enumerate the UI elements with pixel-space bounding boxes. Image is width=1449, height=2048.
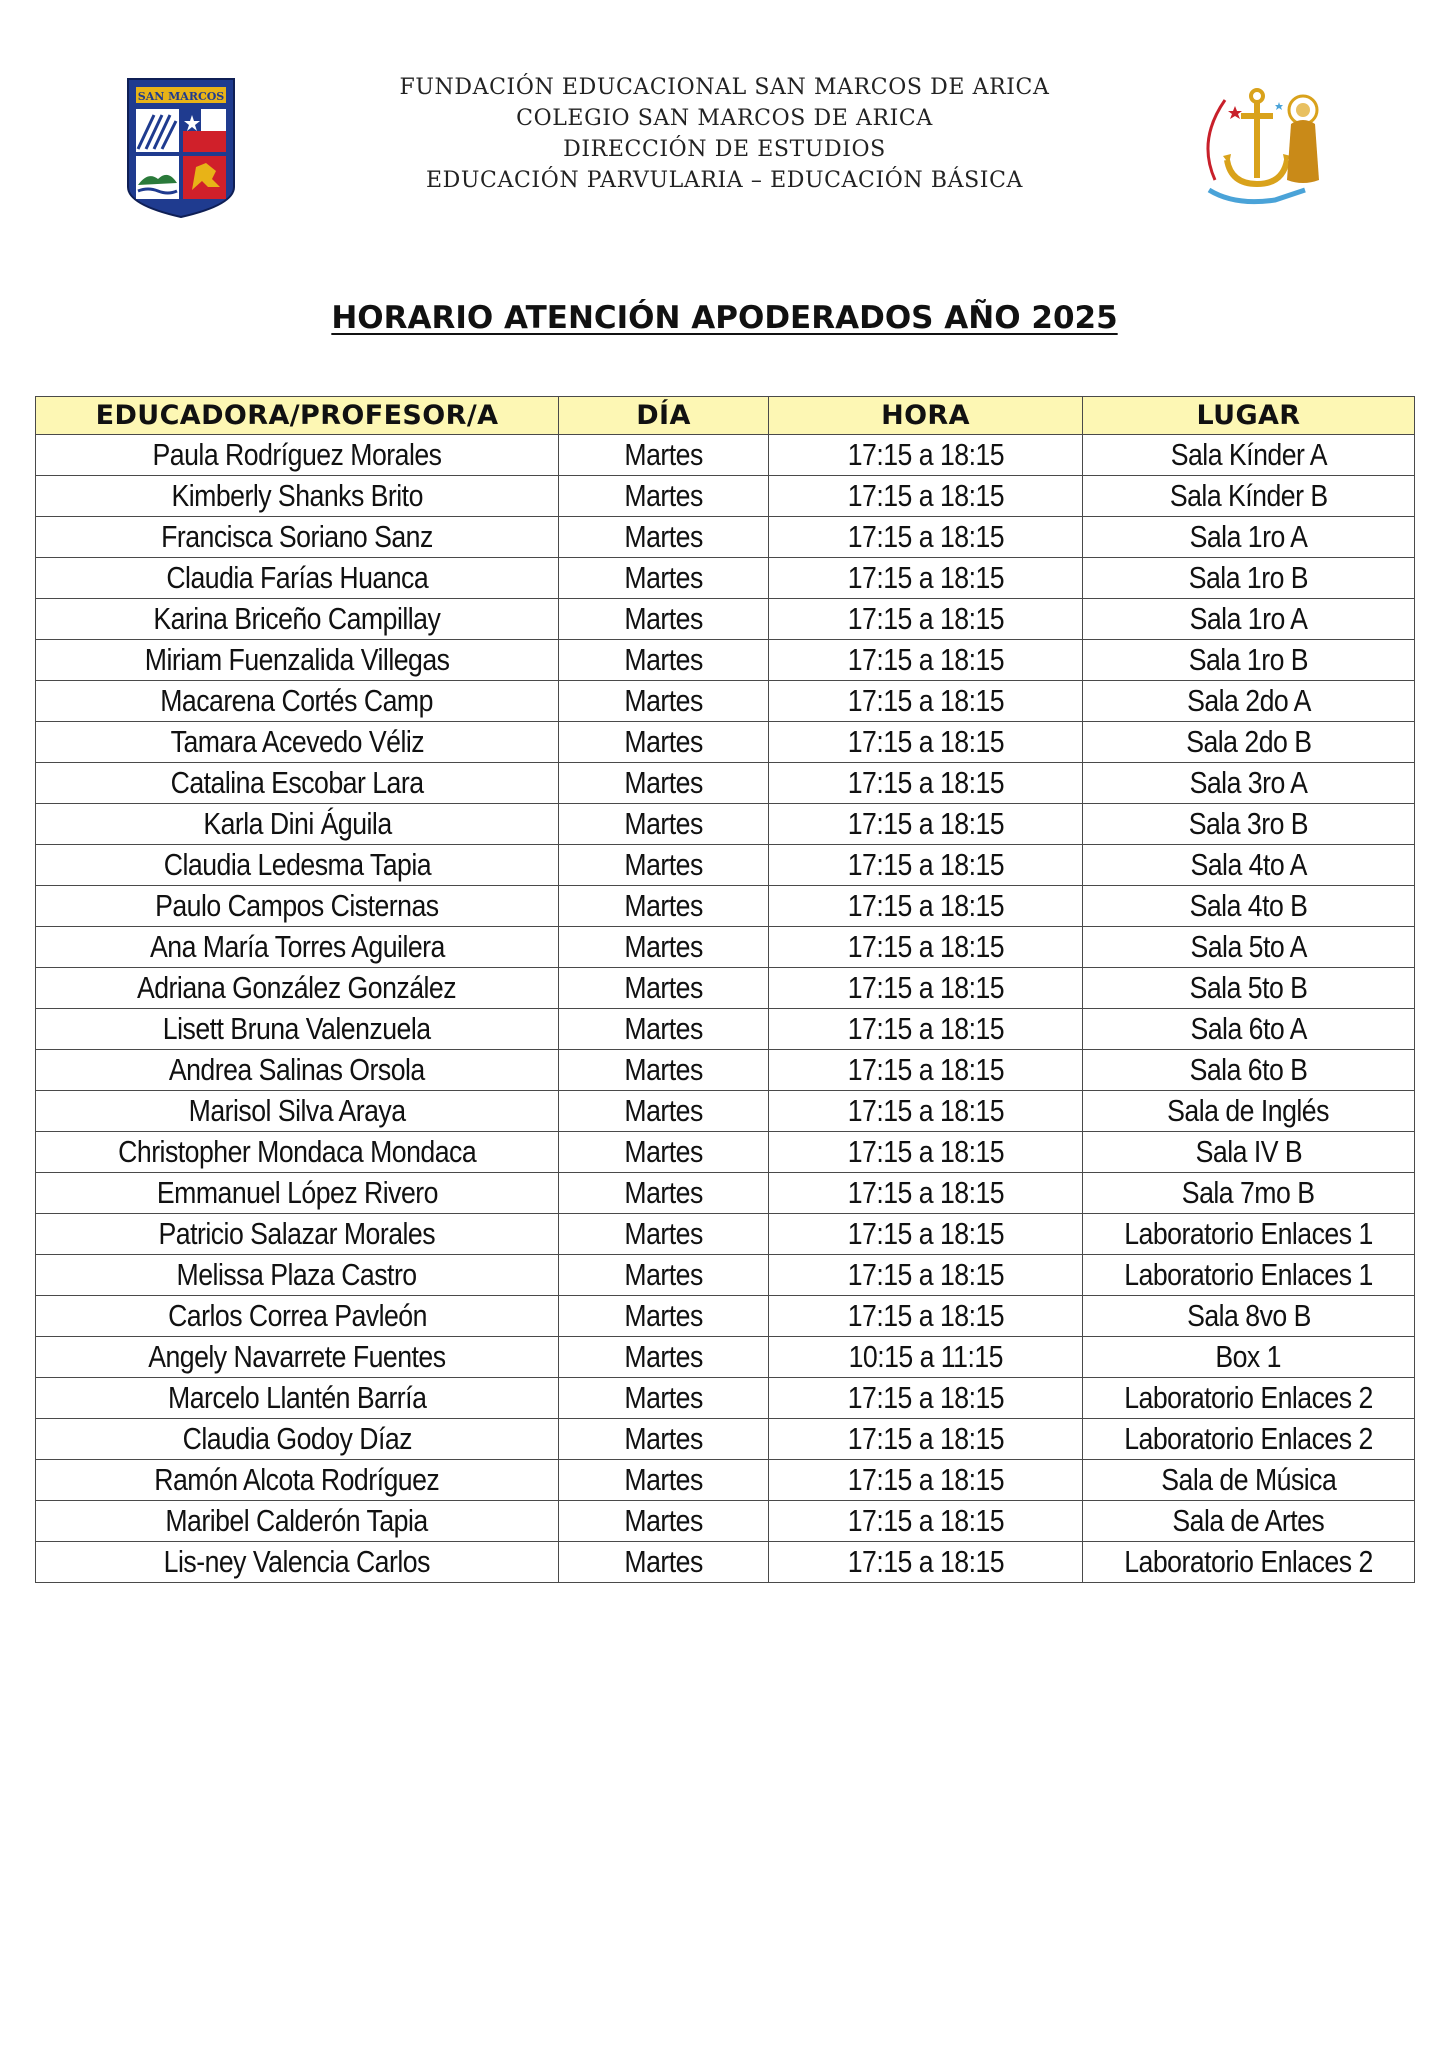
- table-row: [36, 1173, 1415, 1214]
- day-cell: [559, 476, 769, 517]
- time-cell-text: 17:15 a 18:15: [847, 765, 1004, 800]
- time-cell: [769, 681, 1083, 722]
- place-cell-text: Sala 1ro B: [1188, 642, 1309, 677]
- place-cell-text: Laboratorio Enlaces 1: [1124, 1216, 1373, 1251]
- day-cell: [559, 1214, 769, 1255]
- place-cell: [1083, 968, 1415, 1009]
- schedule-table: [35, 396, 1415, 1583]
- place-cell-text: Sala 3ro B: [1188, 806, 1309, 841]
- day-cell: [559, 804, 769, 845]
- time-cell-text: 17:15 a 18:15: [847, 970, 1004, 1005]
- table-row: [36, 1132, 1415, 1173]
- place-cell-text: Sala 4to A: [1190, 847, 1307, 882]
- day-cell: [559, 1009, 769, 1050]
- teacher-cell: [36, 558, 559, 599]
- header-teacher: EDUCADORA/PROFESOR/A: [36, 397, 559, 435]
- teacher-cell: [36, 1255, 559, 1296]
- time-cell: [769, 886, 1083, 927]
- time-cell: [769, 968, 1083, 1009]
- table-body: [36, 435, 1415, 1583]
- teacher-cell-text: Ramón Alcota Rodríguez: [154, 1462, 440, 1497]
- place-cell: [1083, 599, 1415, 640]
- place-cell-text: Sala 1ro B: [1188, 560, 1309, 595]
- place-cell-text: Sala 3ro A: [1189, 765, 1308, 800]
- time-cell: [769, 1214, 1083, 1255]
- day-cell: [559, 1378, 769, 1419]
- teacher-cell: [36, 1132, 559, 1173]
- teacher-cell: [36, 517, 559, 558]
- time-cell-text: 17:15 a 18:15: [847, 1134, 1004, 1169]
- day-cell: [559, 845, 769, 886]
- day-cell: [559, 1542, 769, 1583]
- place-cell: [1083, 1501, 1415, 1542]
- teacher-cell-text: Miriam Fuenzalida Villegas: [144, 642, 450, 677]
- place-cell-text: Laboratorio Enlaces 2: [1124, 1421, 1373, 1456]
- day-cell-text: Martes: [624, 1503, 703, 1538]
- day-cell: [559, 1091, 769, 1132]
- table-row: [36, 1050, 1415, 1091]
- time-cell: [769, 517, 1083, 558]
- time-cell-text: 17:15 a 18:15: [847, 1093, 1004, 1128]
- time-cell: [769, 599, 1083, 640]
- time-cell: [769, 476, 1083, 517]
- day-cell-text: Martes: [624, 929, 703, 964]
- day-cell: [559, 1419, 769, 1460]
- table-row: [36, 1214, 1415, 1255]
- place-cell: [1083, 476, 1415, 517]
- table-row: [36, 1091, 1415, 1132]
- day-cell-text: Martes: [624, 724, 703, 759]
- time-cell-text: 17:15 a 18:15: [847, 1544, 1004, 1579]
- day-cell: [559, 1255, 769, 1296]
- place-cell: [1083, 763, 1415, 804]
- teacher-cell-text: Macarena Cortés Camp: [160, 683, 434, 718]
- place-cell-text: Sala 6to B: [1189, 1052, 1308, 1087]
- place-cell: [1083, 1337, 1415, 1378]
- time-cell: [769, 845, 1083, 886]
- header-time: HORA: [769, 397, 1083, 435]
- teacher-cell: [36, 968, 559, 1009]
- teacher-cell-text: Claudia Farías Huanca: [166, 560, 428, 595]
- teacher-cell-text: Francisca Soriano Sanz: [161, 519, 433, 554]
- place-cell-text: Sala 1ro A: [1189, 601, 1308, 636]
- time-cell: [769, 558, 1083, 599]
- table-row: [36, 845, 1415, 886]
- day-cell-text: Martes: [624, 601, 703, 636]
- day-cell-text: Martes: [624, 437, 703, 472]
- header-levels: EDUCACIÓN PARVULARIA – EDUCACIÓN BÁSICA: [426, 168, 1023, 193]
- table-row: [36, 1009, 1415, 1050]
- place-cell: [1083, 1542, 1415, 1583]
- place-cell-text: Sala de Música: [1160, 1462, 1337, 1497]
- teacher-cell: [36, 886, 559, 927]
- day-cell-text: Martes: [624, 683, 703, 718]
- teacher-cell-text: Carlos Correa Pavleón: [167, 1298, 427, 1333]
- time-cell-text: 17:15 a 18:15: [847, 1380, 1004, 1415]
- teacher-cell: [36, 1296, 559, 1337]
- place-cell-text: Sala de Artes: [1172, 1503, 1325, 1538]
- time-cell-text: 17:15 a 18:15: [847, 806, 1004, 841]
- table-row: [36, 640, 1415, 681]
- day-cell-text: Martes: [624, 806, 703, 841]
- table-row: [36, 1337, 1415, 1378]
- day-cell-text: Martes: [624, 1544, 703, 1579]
- place-cell: [1083, 681, 1415, 722]
- teacher-cell-text: Paulo Campos Cisternas: [155, 888, 439, 923]
- place-cell: [1083, 1296, 1415, 1337]
- table-row: [36, 763, 1415, 804]
- place-cell-text: Sala 8vo B: [1186, 1298, 1311, 1333]
- place-cell-text: Sala Kínder A: [1170, 437, 1327, 472]
- time-cell-text: 17:15 a 18:15: [847, 724, 1004, 759]
- day-cell-text: Martes: [624, 970, 703, 1005]
- day-cell-text: Martes: [624, 519, 703, 554]
- teacher-cell: [36, 1542, 559, 1583]
- time-cell-text: 17:15 a 18:15: [847, 1052, 1004, 1087]
- teacher-cell-text: Lis-ney Valencia Carlos: [163, 1544, 431, 1579]
- table-row: [36, 1460, 1415, 1501]
- teacher-cell: [36, 1378, 559, 1419]
- teacher-cell: [36, 435, 559, 476]
- time-cell: [769, 1378, 1083, 1419]
- teacher-cell: [36, 1419, 559, 1460]
- day-cell-text: Martes: [624, 1134, 703, 1169]
- teacher-cell-text: Claudia Godoy Díaz: [182, 1421, 412, 1456]
- place-cell: [1083, 1378, 1415, 1419]
- place-cell: [1083, 1009, 1415, 1050]
- table-row: [36, 599, 1415, 640]
- teacher-cell-text: Karina Briceño Campillay: [153, 601, 441, 636]
- table-row: [36, 476, 1415, 517]
- time-cell-text: 17:15 a 18:15: [847, 1175, 1004, 1210]
- place-cell: [1083, 558, 1415, 599]
- day-cell-text: Martes: [624, 1339, 703, 1374]
- time-cell: [769, 1542, 1083, 1583]
- table-header-row: [36, 397, 1415, 435]
- teacher-cell: [36, 1460, 559, 1501]
- day-cell: [559, 1296, 769, 1337]
- day-cell-text: Martes: [624, 1257, 703, 1292]
- day-cell-text: Martes: [624, 1216, 703, 1251]
- time-cell-text: 17:15 a 18:15: [847, 601, 1004, 636]
- teacher-cell-text: Lisett Bruna Valenzuela: [163, 1011, 431, 1046]
- header-day: DÍA: [559, 397, 769, 435]
- day-cell: [559, 1501, 769, 1542]
- time-cell: [769, 435, 1083, 476]
- table-row: [36, 558, 1415, 599]
- day-cell: [559, 681, 769, 722]
- day-cell: [559, 1460, 769, 1501]
- teacher-cell: [36, 476, 559, 517]
- time-cell: [769, 1091, 1083, 1132]
- shield-text: SAN MARCOS: [137, 90, 225, 103]
- day-cell: [559, 1173, 769, 1214]
- teacher-cell: [36, 1009, 559, 1050]
- time-cell: [769, 804, 1083, 845]
- time-cell: [769, 1255, 1083, 1296]
- teacher-cell-text: Marisol Silva Araya: [188, 1093, 406, 1128]
- time-cell: [769, 1132, 1083, 1173]
- time-cell-text: 17:15 a 18:15: [847, 929, 1004, 964]
- place-cell-text: Laboratorio Enlaces 1: [1124, 1257, 1373, 1292]
- teacher-cell: [36, 927, 559, 968]
- teacher-cell-text: Christopher Mondaca Mondaca: [117, 1134, 477, 1169]
- teacher-cell: [36, 1214, 559, 1255]
- time-cell-text: 17:15 a 18:15: [847, 519, 1004, 554]
- time-cell-text: 17:15 a 18:15: [847, 437, 1004, 472]
- day-cell: [559, 1050, 769, 1091]
- day-cell: [559, 558, 769, 599]
- time-cell: [769, 1419, 1083, 1460]
- place-cell-text: Sala 4to B: [1189, 888, 1308, 923]
- time-cell-text: 17:15 a 18:15: [847, 478, 1004, 513]
- table-row: [36, 1419, 1415, 1460]
- place-cell: [1083, 845, 1415, 886]
- teacher-cell: [36, 681, 559, 722]
- teacher-cell: [36, 763, 559, 804]
- time-cell-text: 17:15 a 18:15: [847, 560, 1004, 595]
- time-cell-text: 17:15 a 18:15: [847, 1421, 1004, 1456]
- place-cell: [1083, 435, 1415, 476]
- header-direction: DIRECCIÓN DE ESTUDIOS: [563, 137, 886, 162]
- teacher-cell-text: Melissa Plaza Castro: [176, 1257, 418, 1292]
- place-cell-text: Sala 6to A: [1190, 1011, 1307, 1046]
- teacher-cell-text: Andrea Salinas Orsola: [169, 1052, 425, 1087]
- teacher-cell: [36, 599, 559, 640]
- time-cell: [769, 1009, 1083, 1050]
- teacher-cell: [36, 722, 559, 763]
- time-cell: [769, 1050, 1083, 1091]
- day-cell: [559, 927, 769, 968]
- place-cell: [1083, 517, 1415, 558]
- place-cell-text: Sala 5to A: [1190, 929, 1307, 964]
- teacher-cell-text: Angely Navarrete Fuentes: [148, 1339, 446, 1374]
- place-cell-text: Sala 2do B: [1185, 724, 1312, 759]
- day-cell-text: Martes: [624, 1380, 703, 1415]
- day-cell: [559, 640, 769, 681]
- table-row: [36, 1378, 1415, 1419]
- day-cell-text: Martes: [624, 888, 703, 923]
- place-cell-text: Sala IV B: [1195, 1134, 1302, 1169]
- table-row: [36, 681, 1415, 722]
- teacher-cell-text: Maribel Calderón Tapia: [165, 1503, 429, 1538]
- table-row: [36, 1255, 1415, 1296]
- day-cell-text: Martes: [624, 560, 703, 595]
- day-cell-text: Martes: [624, 642, 703, 677]
- place-cell-text: Box 1: [1215, 1339, 1282, 1374]
- teacher-cell: [36, 845, 559, 886]
- place-cell: [1083, 1214, 1415, 1255]
- day-cell: [559, 1132, 769, 1173]
- teacher-cell: [36, 640, 559, 681]
- day-cell: [559, 435, 769, 476]
- time-cell: [769, 1460, 1083, 1501]
- teacher-cell-text: Marcelo Llantén Barría: [167, 1380, 427, 1415]
- time-cell: [769, 1173, 1083, 1214]
- header-school: COLEGIO SAN MARCOS DE ARICA: [516, 106, 933, 131]
- day-cell: [559, 886, 769, 927]
- teacher-cell: [36, 1050, 559, 1091]
- day-cell-text: Martes: [624, 1298, 703, 1333]
- teacher-cell-text: Catalina Escobar Lara: [170, 765, 424, 800]
- day-cell: [559, 763, 769, 804]
- place-cell-text: Laboratorio Enlaces 2: [1124, 1380, 1373, 1415]
- time-cell-text: 17:15 a 18:15: [847, 1011, 1004, 1046]
- table-row: [36, 722, 1415, 763]
- place-cell-text: Sala Kínder B: [1169, 478, 1328, 513]
- time-cell-text: 17:15 a 18:15: [847, 683, 1004, 718]
- place-cell: [1083, 1091, 1415, 1132]
- place-cell-text: Sala 5to B: [1189, 970, 1308, 1005]
- time-cell: [769, 1501, 1083, 1542]
- day-cell: [559, 722, 769, 763]
- time-cell-text: 17:15 a 18:15: [847, 1462, 1004, 1497]
- time-cell-text: 17:15 a 18:15: [847, 642, 1004, 677]
- place-cell: [1083, 1460, 1415, 1501]
- day-cell-text: Martes: [624, 1052, 703, 1087]
- day-cell-text: Martes: [624, 1175, 703, 1210]
- table-row: [36, 1296, 1415, 1337]
- day-cell-text: Martes: [624, 1011, 703, 1046]
- table-row: [36, 517, 1415, 558]
- teacher-cell-text: Ana María Torres Aguilera: [149, 929, 445, 964]
- teacher-cell: [36, 804, 559, 845]
- teacher-cell-text: Paula Rodríguez Morales: [152, 437, 442, 472]
- time-cell-text: 17:15 a 18:15: [847, 888, 1004, 923]
- header-place: LUGAR: [1083, 397, 1415, 435]
- place-cell: [1083, 1419, 1415, 1460]
- day-cell-text: Martes: [624, 1421, 703, 1456]
- teacher-cell-text: Karla Dini Águila: [202, 806, 392, 841]
- day-cell-text: Martes: [624, 478, 703, 513]
- day-cell: [559, 1337, 769, 1378]
- teacher-cell-text: Emmanuel López Rivero: [156, 1175, 438, 1210]
- teacher-cell-text: Kimberly Shanks Brito: [171, 478, 423, 513]
- place-cell: [1083, 1050, 1415, 1091]
- table-row: [36, 435, 1415, 476]
- time-cell: [769, 640, 1083, 681]
- time-cell-text: 17:15 a 18:15: [847, 1298, 1004, 1333]
- time-cell: [769, 1337, 1083, 1378]
- place-cell: [1083, 1173, 1415, 1214]
- place-cell: [1083, 1132, 1415, 1173]
- day-cell: [559, 599, 769, 640]
- place-cell-text: Sala 2do A: [1186, 683, 1311, 718]
- day-cell-text: Martes: [624, 1462, 703, 1497]
- teacher-cell-text: Tamara Acevedo Véliz: [170, 724, 424, 759]
- place-cell: [1083, 640, 1415, 681]
- day-cell-text: Martes: [624, 1093, 703, 1128]
- time-cell-text: 10:15 a 11:15: [848, 1339, 1003, 1374]
- teacher-cell: [36, 1337, 559, 1378]
- table-row: [36, 1542, 1415, 1583]
- table-row: [36, 886, 1415, 927]
- table-row: [36, 927, 1415, 968]
- time-cell: [769, 722, 1083, 763]
- table-row: [36, 968, 1415, 1009]
- teacher-cell-text: Patricio Salazar Morales: [158, 1216, 436, 1251]
- time-cell-text: 17:15 a 18:15: [847, 1216, 1004, 1251]
- teacher-cell: [36, 1091, 559, 1132]
- place-cell-text: Sala de Inglés: [1167, 1093, 1330, 1128]
- table-row: [36, 804, 1415, 845]
- day-cell-text: Martes: [624, 765, 703, 800]
- time-cell-text: 17:15 a 18:15: [847, 1503, 1004, 1538]
- place-cell: [1083, 886, 1415, 927]
- header-foundation: FUNDACIÓN EDUCACIONAL SAN MARCOS DE ARICA: [399, 75, 1050, 100]
- place-cell: [1083, 1255, 1415, 1296]
- time-cell: [769, 1296, 1083, 1337]
- time-cell: [769, 927, 1083, 968]
- time-cell-text: 17:15 a 18:15: [847, 1257, 1004, 1292]
- table-row: [36, 1501, 1415, 1542]
- place-cell: [1083, 722, 1415, 763]
- place-cell-text: Laboratorio Enlaces 2: [1124, 1544, 1373, 1579]
- institution-header: [0, 72, 1449, 196]
- teacher-cell: [36, 1501, 559, 1542]
- teacher-cell-text: Adriana González González: [137, 970, 457, 1005]
- teacher-cell-text: Claudia Ledesma Tapia: [163, 847, 431, 882]
- day-cell: [559, 968, 769, 1009]
- place-cell-text: Sala 7mo B: [1182, 1175, 1315, 1210]
- place-cell-text: Sala 1ro A: [1189, 519, 1308, 554]
- document-title: HORARIO ATENCIÓN APODERADOS AÑO 2025: [331, 300, 1118, 336]
- day-cell: [559, 517, 769, 558]
- day-cell-text: Martes: [624, 847, 703, 882]
- place-cell: [1083, 927, 1415, 968]
- teacher-cell: [36, 1173, 559, 1214]
- time-cell: [769, 763, 1083, 804]
- place-cell: [1083, 804, 1415, 845]
- time-cell-text: 17:15 a 18:15: [847, 847, 1004, 882]
